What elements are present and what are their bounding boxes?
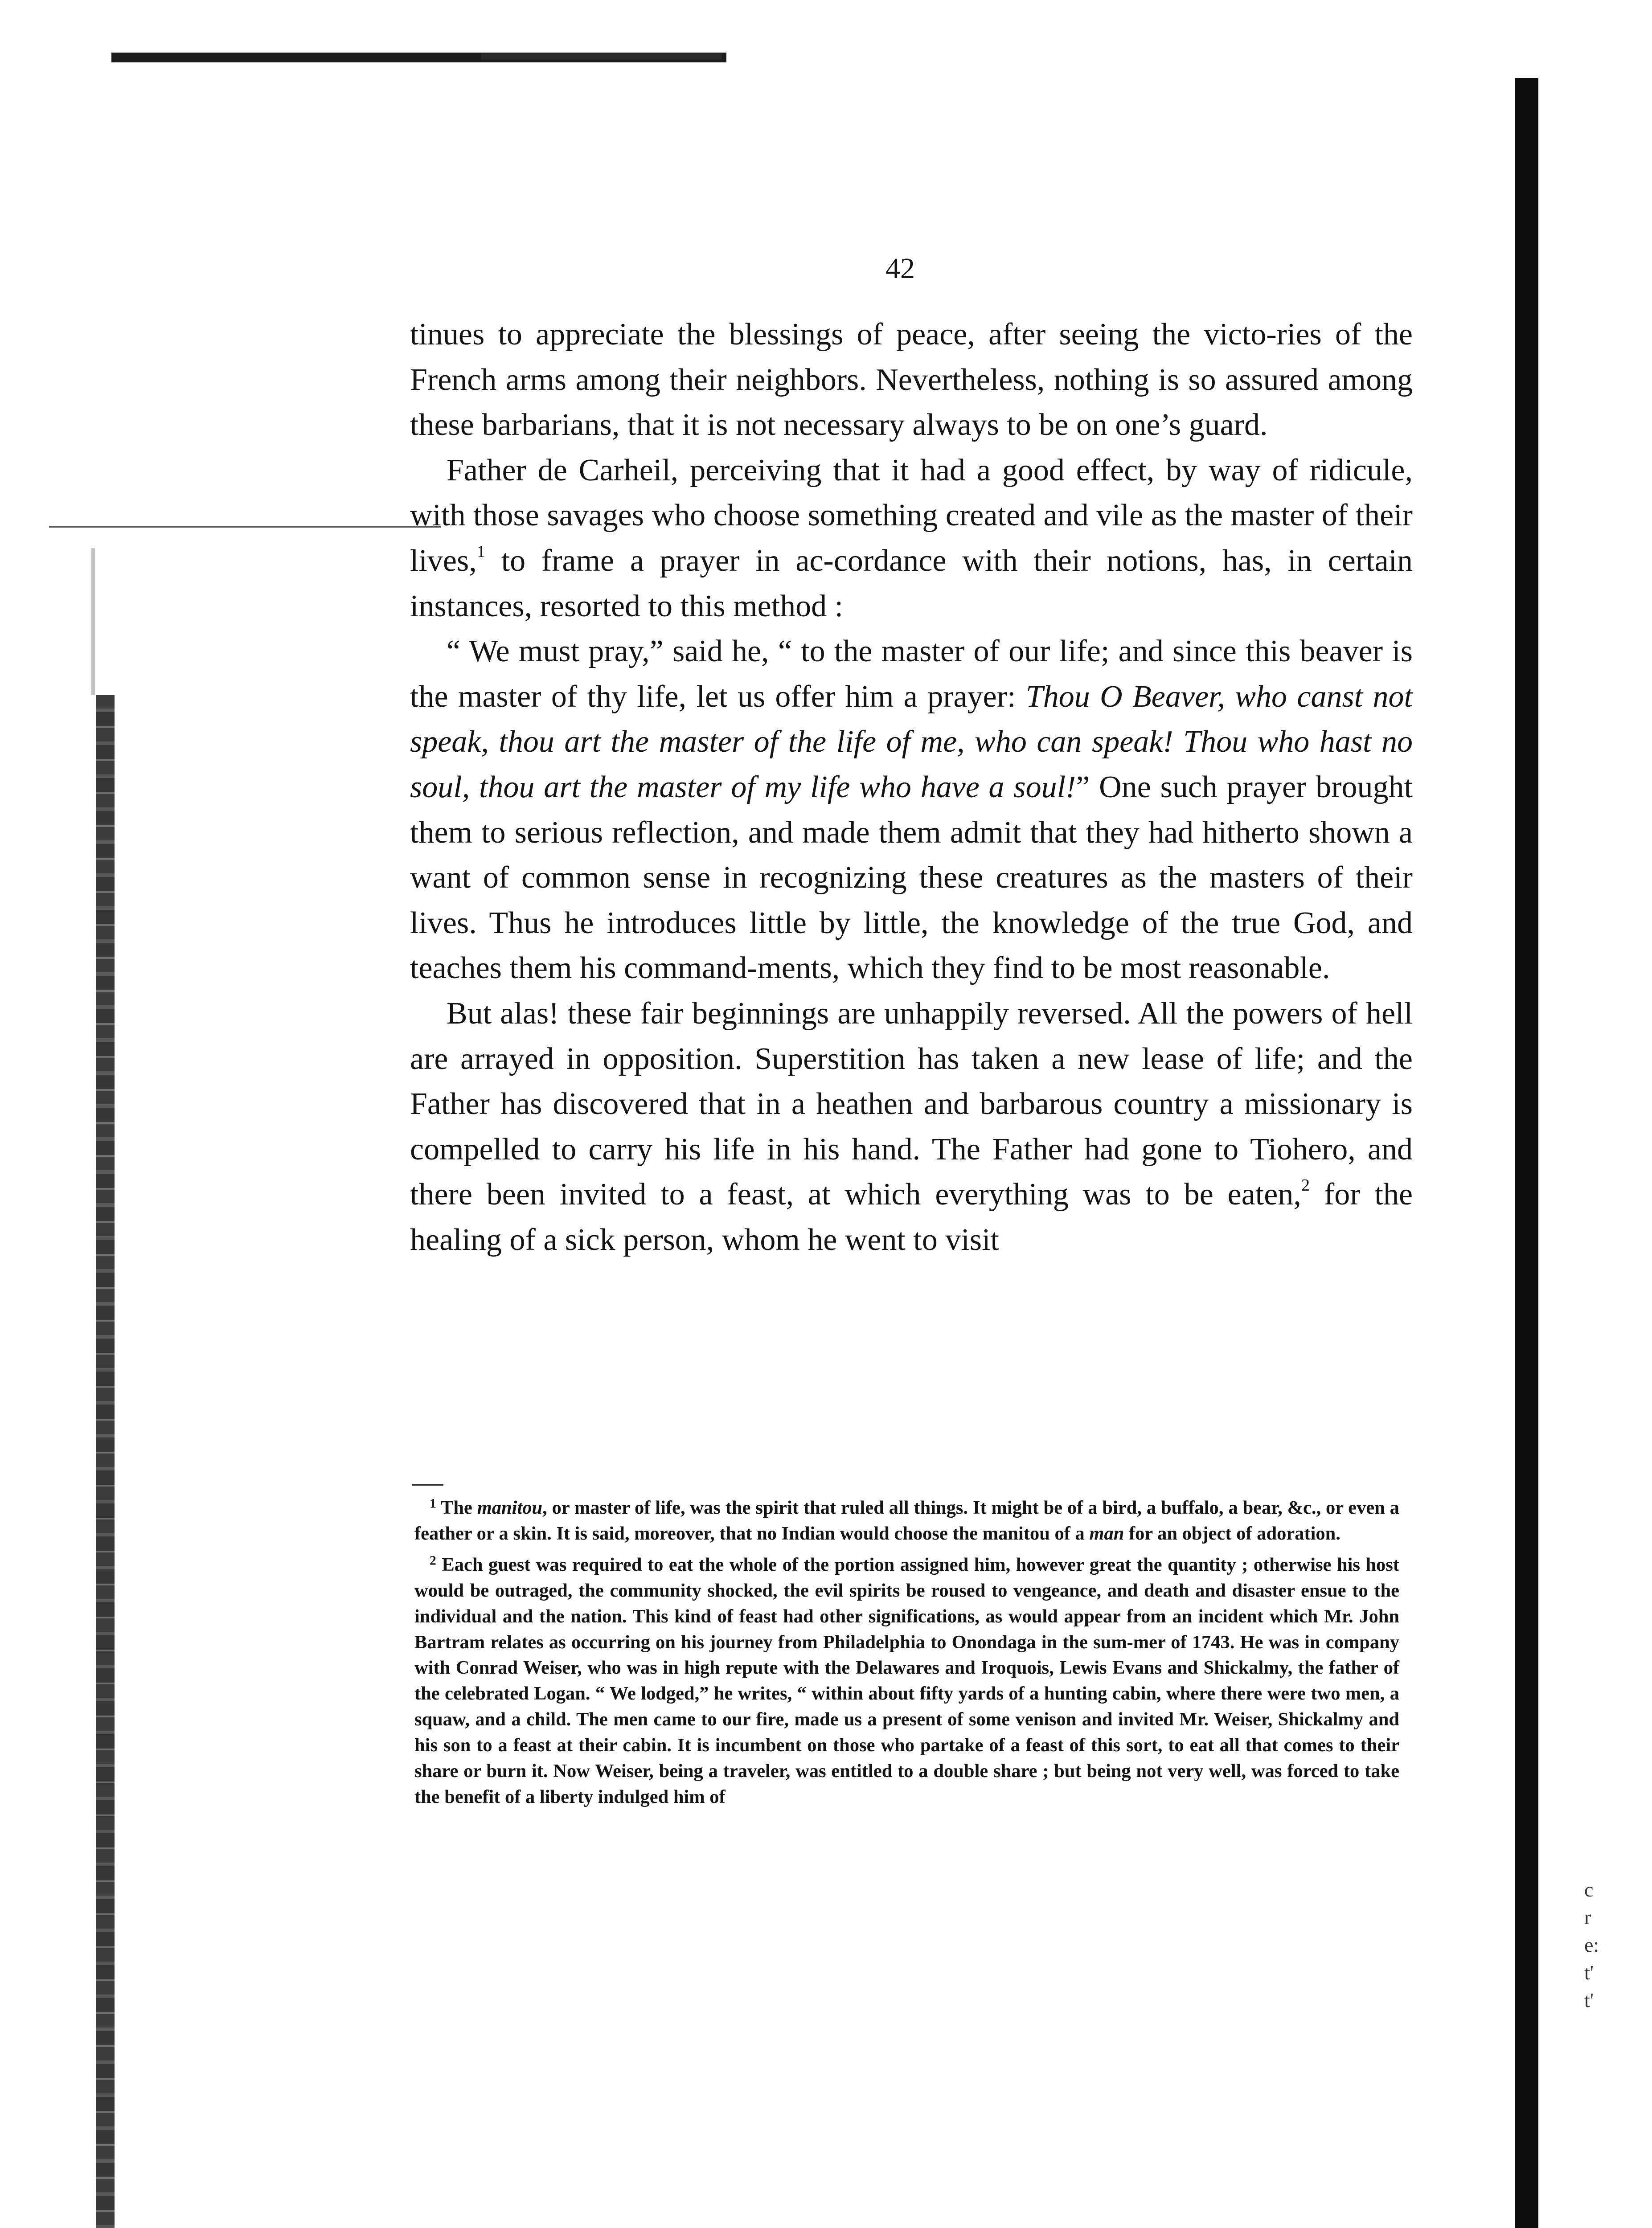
footnote-text: Each guest was required to eat the whole of the portion assigned him, however great the quantity ; otherwise his host would be outraged, the community shocked, the evil spirits be roused to vengeance, and death and disaster ensue to the individual and the nation. This kind of feast had other significations, as would appear from an incident which Mr. John Bartram relates as occurring on his journey from Philadelphia to Onondaga in the sum-mer of 1743. He was in company with Conrad Weiser, who was in high repute with the Delawares and Iroquois, Lewis Evans and Shickalmy, the father of the celebrated Logan. “ We lodged,” he writes, “ within about fifty yards of a hunting cabin, where there were two men, a squaw, and a child. The men came to our fire, made us a present of some venison and invited Mr. Weiser, Shickalmy and his son to a feast at their cabin. It is incumbent on those who partake of a feast of this sort, to eat all that comes to their share or burn it. Now Weiser, being a traveler, was entitled to a double share ; but being not very well, was forced to take the benefit of a liberty indulged him of: [414, 1554, 1399, 1807]
prayer-italic: Thou O Beaver, who canst not speak, thou art the master of the life of me, who can speak! Thou who hast no soul, thou art the master of my life who have a soul!: [410, 679, 1413, 804]
footnote-1: [414, 1495, 1399, 1547]
stray-letter: e:: [1584, 1933, 1599, 1956]
footnote-ref-1: 1: [476, 542, 485, 561]
footnote-2: [414, 1552, 1399, 1810]
paragraph-text: Father de Carheil, perceiving that it had a good effect, by way of ridicule, with those savages who choose something created and vile as the master of their lives,: [410, 453, 1413, 578]
footnote-marker: 1: [430, 1496, 436, 1511]
paragraph-text: ” One such prayer brought them to serious reflection, and made them admit that they had hitherto shown a want of common sense in recognizing these creatures as the masters of their lives. Thus he introduces little by little, the knowledge of the true God, and teaches them his command-ments, which they find to be most reasonable.: [410, 770, 1413, 986]
paragraph-text: for the healing of a sick person, whom he went to visit: [410, 1177, 1413, 1257]
footnote-text: , or master of life, was the spirit that ruled all things. It might be of a bird, a buffalo, a bear, &c., or even a feather or a skin. It is said, moreover, that no Indian would choose the manitou of a: [414, 1497, 1399, 1544]
scan-left-edge-light: [91, 548, 95, 695]
page-number: 42: [885, 252, 915, 285]
margin-pencil-line: [49, 526, 441, 528]
paragraph-text: to frame a prayer in ac-cordance with their notions, has, in certain instances, resorted to this method :: [410, 543, 1413, 623]
footnote-text: for an object of adoration.: [1124, 1523, 1340, 1544]
stray-letter: t': [1584, 1989, 1594, 2011]
stray-letter: t': [1584, 1961, 1594, 1984]
scan-top-rule-segment: [481, 53, 722, 60]
footnote-marker: 2: [430, 1553, 436, 1568]
footnotes: [414, 1495, 1399, 1815]
scan-right-binding-bar: [1515, 78, 1538, 2228]
footnote-italic: manitou: [477, 1497, 543, 1518]
paragraph-text: tinues to appreciate the blessings of peace, after seeing the victo-ries of the French arms among their neighbors. Nevertheless, nothing is so assured among these barbarians, that it is not necessary always to be on one’s guard.: [410, 317, 1413, 442]
margin-stray-letters: [1584, 1876, 1602, 2014]
paragraph: [410, 991, 1413, 1263]
paragraph: [410, 629, 1413, 991]
stray-letter: c: [1584, 1878, 1594, 1901]
footnote-ref-2: 2: [1301, 1176, 1310, 1195]
paragraph-continued: [410, 312, 1413, 448]
footnote-rule: [412, 1484, 443, 1486]
footnote-italic: man: [1089, 1523, 1124, 1544]
body-text: [410, 312, 1413, 1262]
paragraph: [410, 448, 1413, 629]
stray-letter: r: [1584, 1906, 1591, 1929]
paragraph-text: “ We must pray,” said he, “ to the master of our life; and since this beaver is the master of thy life, let us offer him a prayer:: [410, 634, 1413, 714]
paragraph-text: But alas! these fair beginnings are unhappily reversed. All the powers of hell are arrayed in opposition. Superstition has taken a new lease of life; and the Father has discovered that in a heathen and barbarous country a missionary is compelled to carry his life in his hand. The Father had gone to Tiohero, and there been invited to a feast, at which everything was to be eaten,: [410, 996, 1413, 1212]
footnote-text: The: [436, 1497, 477, 1518]
scan-left-edge: [96, 695, 115, 2228]
